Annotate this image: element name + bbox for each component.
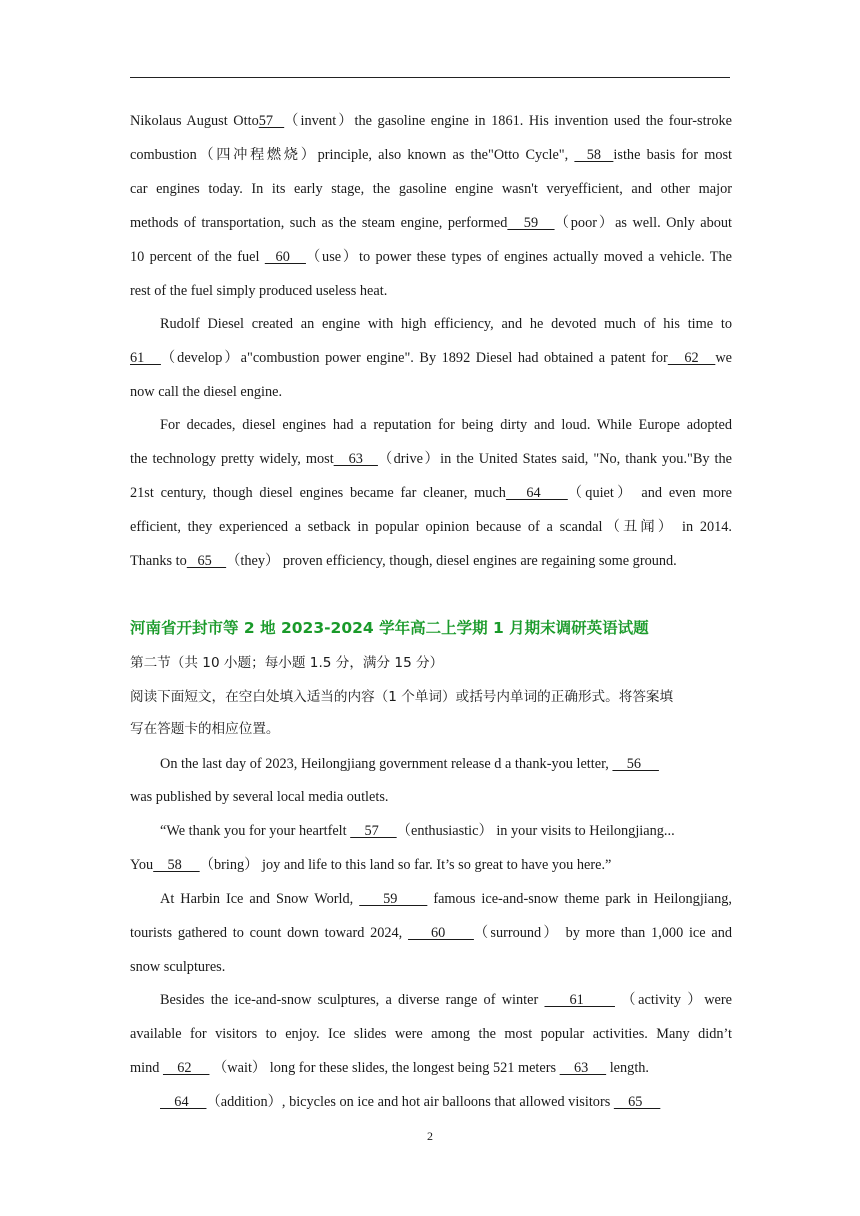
- passage-line: available for visitors to enjoy. Ice slides were among the most popular activities. Many didn’t: [130, 1026, 732, 1042]
- passage-line: Thanks to 65 （they） proven efficiency, though, diesel engines are regaining some ground.: [130, 553, 677, 569]
- passage-line: At Harbin Ice and Snow World, 59 famous ice-and-snow theme park in Heilongjiang,: [160, 891, 732, 907]
- blank-58: 58: [153, 857, 200, 873]
- blank-57: 57: [258, 113, 285, 129]
- passage-line: combustion（四冲程燃烧）principle, also known as the"Otto Cycle", 58 isthe basis for most: [130, 147, 733, 163]
- passage-line: efficient, they experienced a setback in popular opinion because of a scandal（丑闻） in 2014.: [130, 519, 732, 535]
- section-heading: 河南省开封市等 2 地 2023-2024 学年高二上学期 1 月期末调研英语试题: [130, 619, 649, 637]
- blank-64: 64: [160, 1094, 207, 1110]
- passage-line: mind 62 （wait） long for these slides, the longest being 521 meters 63 length.: [130, 1060, 650, 1076]
- passage-line: Besides the ice-and-snow sculptures, a diverse range of winter 61 （activity ）were: [160, 992, 733, 1008]
- blank-63: 63: [333, 451, 378, 467]
- blank-59: 59: [359, 891, 428, 907]
- blank-61: 61: [130, 350, 161, 366]
- passage-line: 21st century, though diesel engines became far cleaner, much 64 （quiet） and even more: [130, 485, 732, 501]
- blank-62: 62: [162, 1060, 210, 1076]
- passage-line: For decades, diesel engines had a reputation for being dirty and loud. While Europe adopted: [160, 417, 732, 433]
- blank-63: 63: [559, 1060, 607, 1076]
- instruction-text: 写在答题卡的相应位置。: [130, 721, 280, 737]
- header-rule: [130, 77, 730, 78]
- passage-line: was published by several local media outlets.: [130, 789, 389, 805]
- blank-65: 65: [186, 553, 227, 569]
- blank-56: 56: [612, 756, 659, 772]
- passage-line: 61 （develop）a"combustion power engine". By 1892 Diesel had obtained a patent for 62 we: [130, 350, 732, 366]
- blank-60: 60: [408, 925, 474, 941]
- passage-line: Nikolaus August Otto57 （invent）the gasoline engine in 1861. His invention used the four-stroke: [130, 113, 732, 129]
- passage-line: the technology pretty widely, most 63 （drive）in the United States said, "No, thank you."By the: [130, 451, 733, 467]
- passage-line: rest of the fuel simply produced useless heat.: [130, 283, 388, 299]
- passage-line: Rudolf Diesel created an engine with high efficiency, and he devoted much of his time to: [160, 316, 732, 332]
- blank-60: 60: [264, 249, 306, 265]
- blank-58: 58: [574, 147, 614, 163]
- blank-61: 61: [544, 992, 615, 1008]
- blank-57: 57: [350, 823, 397, 839]
- page-number: 2: [427, 1129, 433, 1143]
- section-subheading: 第二节（共 10 小题；每小题 1.5 分，满分 15 分）: [130, 655, 444, 671]
- passage-line: 64 （addition）, bicycles on ice and hot air balloons that allowed visitors 65: [160, 1094, 661, 1110]
- passage-line: On the last day of 2023, Heilongjiang government release d a thank-you letter, 56: [160, 756, 659, 772]
- passage-line: snow sculptures.: [130, 959, 226, 975]
- passage-line: “We thank you for your heartfelt 57 （enthusiastic） in your visits to Heilongjiang...: [160, 823, 675, 839]
- passage-line: You 58 （bring） joy and life to this land so far. It’s so great to have you here.”: [130, 857, 612, 873]
- passage-line: car engines today. In its early stage, the gasoline engine wasn't veryefficient, and other major: [130, 181, 732, 197]
- blank-65: 65: [613, 1094, 661, 1110]
- passage-line: methods of transportation, such as the steam engine, performed 59 （poor）as well. Only about: [130, 215, 732, 231]
- blank-62: 62: [667, 350, 716, 366]
- instruction-text: 阅读下面短文，在空白处填入适当的内容（1 个单词）或括号内单词的正确形式。将答案填: [130, 689, 674, 705]
- passage-line: now call the diesel engine.: [130, 384, 283, 400]
- passage-line: 10 percent of the fuel 60 （use）to power these types of engines actually moved a vehicle. The: [130, 249, 732, 265]
- blank-64: 64: [505, 485, 568, 501]
- passage-line: tourists gathered to count down toward 2024, 60 （surround） by more than 1,000 ice and: [130, 925, 733, 941]
- blank-59: 59: [507, 215, 555, 231]
